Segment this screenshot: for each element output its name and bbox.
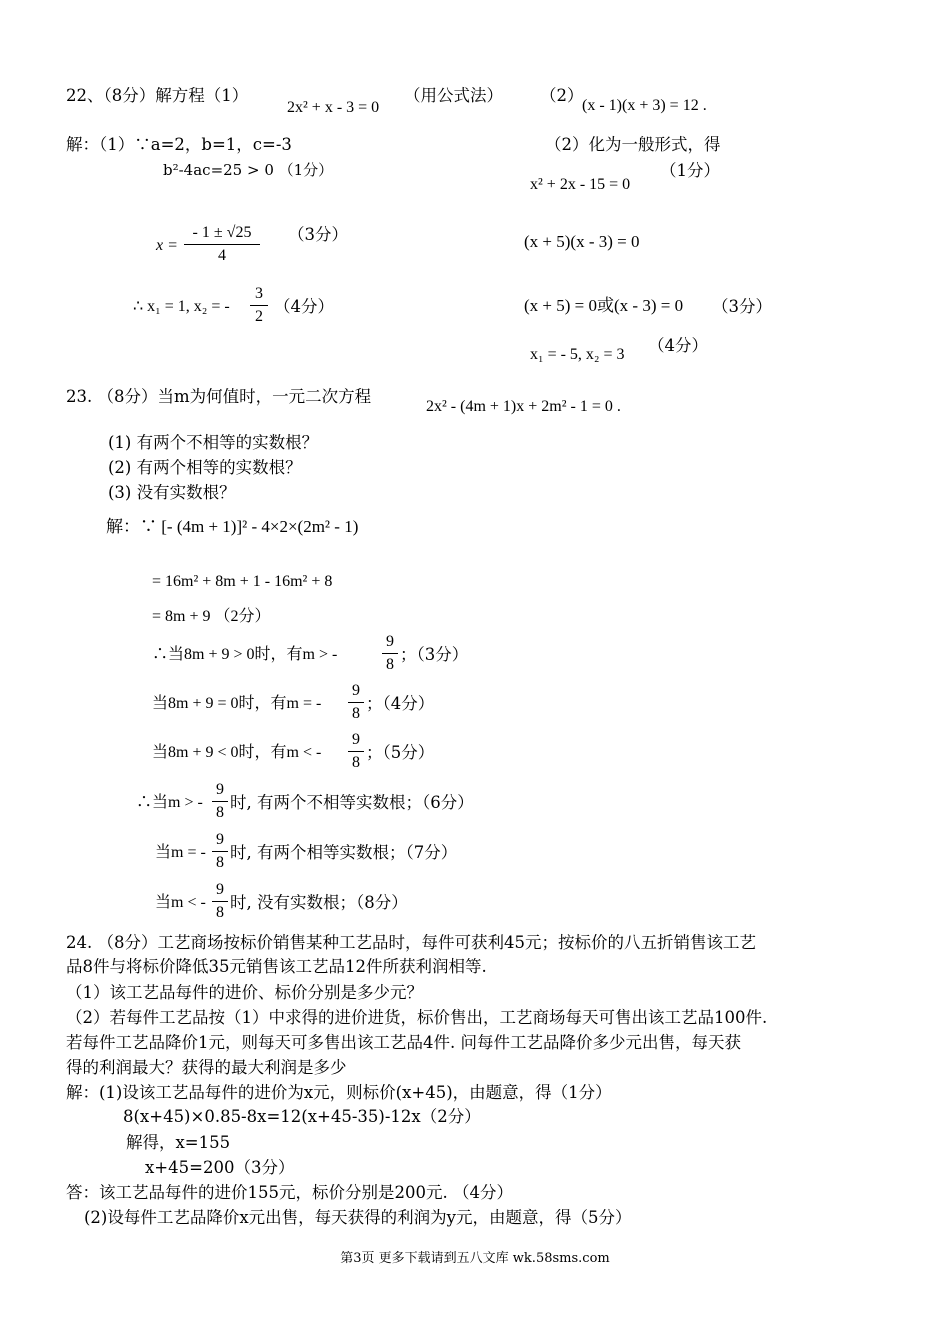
q22-right-line-4: x₁ = - 5, x₂ = 3 (530, 346, 625, 363)
q23-line-2: = 8m + 9 （2分） (152, 608, 271, 625)
q22-score-4: （4分） (274, 297, 334, 316)
q22-right-line-1: x² + 2x - 15 = 0 (530, 176, 631, 193)
q22-right-score-4: （4分） (648, 336, 708, 355)
q22-equation-1: 2x² + x - 3 = 0 (287, 99, 380, 116)
q22-right-score-3: （3分） (712, 297, 772, 316)
fraction-numerator: 9 (216, 831, 224, 848)
q23-case-3-score: ；（5分） (366, 743, 435, 762)
q24-paragraph-line-1: 24. （8分）工艺商场按标价销售某种工艺品时，每件可获利45元；按标价的八五折销售该工艺 (66, 933, 756, 952)
fraction-denominator: 8 (216, 904, 224, 921)
q22-heading: 22、（8分）解方程（1） (66, 86, 249, 105)
fraction-numerator: 9 (216, 881, 224, 898)
q24-part-2-line-3: 得的利润最大？获得的最大利润是多少 (66, 1058, 347, 1077)
fraction-denominator: 8 (216, 804, 224, 821)
q23-conclusion-2-fraction (212, 830, 228, 873)
q23-conclusion-3-text: 时, 没有实数根；（8分） (230, 893, 408, 912)
q23-item-1: (1) 有两个不相等的实数根？ (108, 433, 319, 452)
q24-answer: 答：该工艺品每件的进价155元，标价分别是200元. （4分） (66, 1183, 513, 1202)
q22-result-1: ∴ x₁ = 1, x₂ = - (133, 298, 230, 315)
q23-solution-start: 解：∵ [- (4m + 1)]² - 4×2×(2m² - 1) (106, 517, 359, 536)
q23-conclusion-1-text: 时, 有两个不相等实数根；（6分） (230, 793, 474, 812)
fraction-numerator: 9 (216, 781, 224, 798)
q22-solution-start: 解：（1）∵a=2，b=1，c=-3 (66, 135, 292, 154)
q22-right-line-3: (x + 5) = 0或(x - 3) = 0 (524, 296, 684, 315)
q24-part-2-line-2: 若每件工艺品降价1元，则每天可多售出该工艺品4件. 问每件工艺品降价多少元出售，每天获 (66, 1033, 741, 1052)
q24-solution-3: 解得，x=155 (126, 1133, 231, 1152)
q23-case-2: 当8m + 9 = 0时，有m = - (152, 695, 322, 712)
fraction-bar (382, 653, 398, 654)
q24-solution-4: x+45=200（3分） (145, 1158, 295, 1177)
fraction-numerator: 9 (352, 731, 360, 748)
fraction-numerator: 3 (255, 285, 263, 302)
fraction-denominator: 8 (352, 705, 360, 722)
fraction-bar (212, 901, 228, 902)
q23-case-1-score: ；（3分） (400, 645, 469, 664)
fraction-bar (348, 751, 364, 752)
q22-formula-x: x = (156, 237, 178, 254)
fraction-bar (212, 801, 228, 802)
q24-part-2-line-1: （2）若每件工艺品按（1）中求得的进价进货，标价售出，工艺商场每天可售出该工艺品100件. (66, 1008, 768, 1027)
q23-case-3-fraction (348, 730, 364, 773)
q23-conclusion-2: 当m = - (155, 844, 206, 861)
q23-conclusion-1: ∴当m > - (136, 794, 203, 811)
fraction-bar (212, 851, 228, 852)
q24-solution-1: 解：(1)设该工艺品每件的进价为x元，则标价(x+45)，由题意，得（1分） (66, 1083, 612, 1102)
q22-formula-numerator: - 1 ± √25 (192, 224, 252, 241)
q23-case-2-score: ；（4分） (366, 694, 435, 713)
fraction-bar (348, 702, 364, 703)
q23-case-1-fraction (382, 632, 398, 675)
fraction-bar (250, 305, 268, 306)
fraction-denominator: 8 (386, 656, 394, 673)
q23-case-3: 当8m + 9 < 0时，有m < - (152, 744, 322, 761)
q23-case-2-fraction (348, 681, 364, 724)
q22-formula-fraction (184, 223, 260, 266)
q22-equation-2: (x - 1)(x + 3) = 12 . (582, 97, 707, 114)
q23-conclusion-1-fraction (212, 780, 228, 823)
fraction-numerator: 9 (386, 633, 394, 650)
q24-part-1: （1）该工艺品每件的进价、标价分别是多少元？ (66, 983, 423, 1002)
q23-conclusion-2-text: 时, 有两个相等实数根；（7分） (230, 843, 458, 862)
q22-score-3: （3分） (288, 225, 348, 244)
q23-conclusion-3: 当m < - (155, 894, 206, 911)
fraction-denominator: 2 (255, 308, 263, 325)
q22-right-line-2: (x + 5)(x - 3) = 0 (524, 232, 640, 251)
q22-formula-denominator: 4 (218, 247, 226, 264)
q24-solution-part-2: (2)设每件工艺品降价x元出售，每天获得的利润为y元，由题意，得（5分） (84, 1208, 632, 1227)
q23-item-2: (2) 有两个相等的实数根？ (108, 458, 302, 477)
fraction-bar (184, 244, 260, 245)
q22-result-fraction (250, 284, 268, 327)
q23-item-3: (3) 没有实数根？ (108, 483, 236, 502)
q22-method: （用公式法） (404, 86, 503, 105)
q22-right-heading: （2）化为一般形式，得 (545, 135, 721, 154)
q22-right-score-1: （1分） (660, 161, 720, 180)
fraction-numerator: 9 (352, 682, 360, 699)
q22-part2-label: （2） (540, 86, 584, 105)
q23-conclusion-3-fraction (212, 880, 228, 923)
q22-discriminant: b²-4ac=25 > 0 （1分） (163, 161, 334, 179)
fraction-denominator: 8 (216, 854, 224, 871)
q23-heading: 23. （8分）当m为何值时，一元二次方程 (66, 387, 372, 406)
q24-solution-2: 8(x+45)×0.85-8x=12(x+45-35)-12x（2分） (123, 1107, 481, 1126)
q23-line-1: = 16m² + 8m + 1 - 16m² + 8 (152, 573, 333, 590)
q24-paragraph-line-2: 品8件与将标价降低35元销售该工艺品12件所获利润相等. (66, 957, 487, 976)
page-footer: 第3页 更多下载请到五八文库 wk.58sms.com (340, 1251, 610, 1266)
q23-equation: 2x² - (4m + 1)x + 2m² - 1 = 0 . (426, 398, 621, 415)
q23-case-1: ∴当8m + 9 > 0时，有m > - (152, 646, 338, 663)
fraction-denominator: 8 (352, 754, 360, 771)
